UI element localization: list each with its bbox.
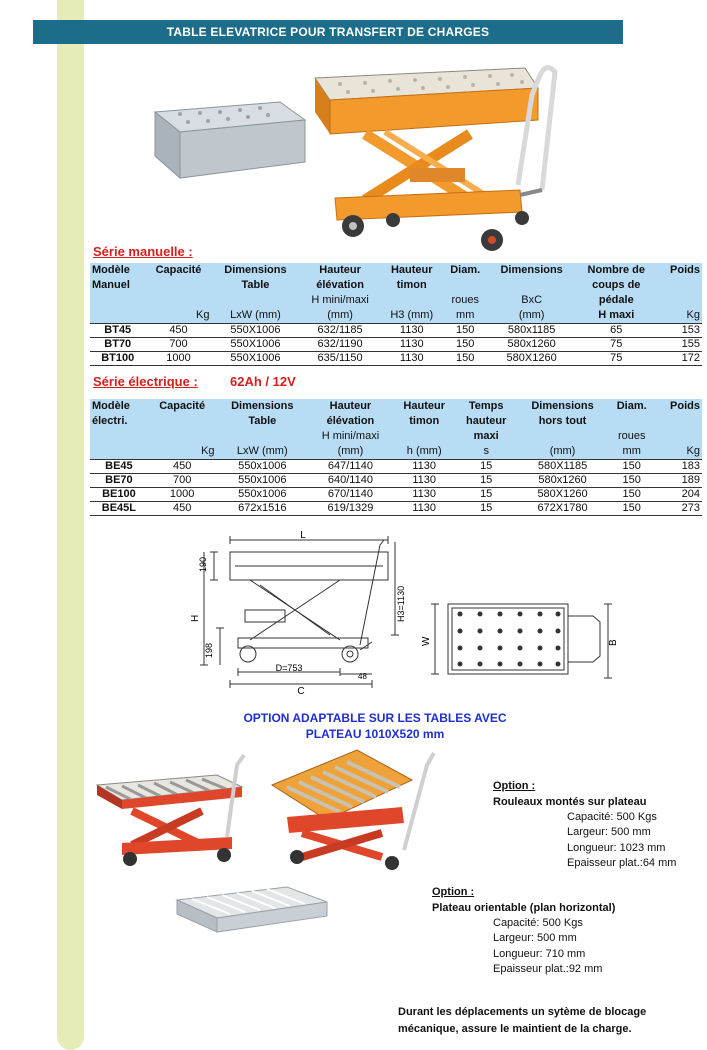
col-lift-height: Hauteur élévation H mini/maxi	[308, 399, 393, 444]
dim-label-L: L	[300, 530, 306, 541]
technical-drawing-top	[418, 598, 618, 683]
option2-title: Option :	[432, 886, 475, 898]
page-banner-title: TABLE ELEVATRICE POUR TRANSFERT DE CHARGES	[33, 20, 623, 44]
col-wheel-diameter: Diam. roues	[443, 263, 488, 308]
dim-label-190: 190	[198, 556, 208, 572]
col-model: Modèle Manuel	[90, 263, 145, 308]
table-row: BE100 1000 550x1006 670/1140 1130 15 580X1260 150 204	[90, 488, 702, 502]
option2-description: Plateau orientable (plan horizontal)	[432, 902, 616, 914]
roller-lift-photo	[92, 745, 252, 870]
col-pedal-strokes: Nombre de coups de pédale	[576, 263, 657, 308]
option2-thickness: Epaisseur plat.:92 mm	[493, 963, 603, 975]
table-row: BE45 450 550x1006 647/1140 1130 15 580X1185 150 183	[90, 460, 702, 474]
manual-spec-table	[90, 263, 702, 366]
table-row: BE45L 450 672x1516 619/1329 1130 15 672X1780 150 273	[90, 502, 702, 516]
col-capacity: Capacité	[145, 263, 211, 308]
option-header: OPTION ADAPTABLE SUR LES TABLES AVEC PLATEAU 1010X520 mm	[243, 711, 507, 741]
electric-battery-spec: 62Ah / 12V	[230, 374, 296, 389]
col-table-dimensions: Dimensions Table	[217, 399, 309, 444]
col-handle-height: Hauteur timon	[393, 399, 456, 444]
roller-plate-photo	[172, 882, 332, 937]
option1-thickness: Epaisseur plat.:64 mm	[567, 857, 677, 869]
dim-label-W: W	[421, 636, 432, 646]
table-row: BT45 450 550X1006 632/1185 1130 150 580x1185 65 153	[90, 324, 702, 338]
manual-unit-row: Kg LxW (mm) (mm) H3 (mm) mm (mm) H maxi Kg	[90, 308, 702, 324]
footer-note: Durant les déplacements un sytème de blocage mécanique, assure le maintient de la charge.	[398, 1006, 647, 1035]
option1-length: Longueur: 1023 mm	[567, 842, 666, 854]
option2-width: Largeur: 500 mm	[493, 932, 577, 944]
electric-spec-table	[90, 399, 702, 516]
table-row: BE70 700 550x1006 640/1140 1130 15 580x1260 150 189	[90, 474, 702, 488]
technical-drawing-side	[190, 530, 415, 695]
table-row: BT100 1000 550X1006 635/1150 1130 150 580X1260 75 172	[90, 352, 702, 366]
col-overall-dimensions: Dimensions hors tout	[517, 399, 609, 444]
lift-table-photo	[140, 50, 560, 250]
col-lift-time: Temps hauteur maxi	[456, 399, 517, 444]
table-row: BT70 700 550X1006 632/1190 1130 150 580x1260 75 155	[90, 338, 702, 352]
dim-label-H3: H3=1130	[396, 585, 406, 622]
col-model: Modèle électri.	[90, 399, 148, 444]
col-weight: Poids	[657, 263, 702, 308]
manual-header-row	[90, 263, 702, 308]
left-decorative-bar	[57, 0, 84, 1050]
dim-label-B: B	[608, 639, 619, 646]
option1-capacity: Capacité: 500 Kgs	[567, 811, 657, 823]
dim-label-C: C	[297, 686, 305, 697]
option1-title: Option :	[493, 780, 536, 792]
col-handle-height: Hauteur timon	[381, 263, 443, 308]
col-dimensions-bxc: Dimensions BxC	[488, 263, 576, 308]
col-table-dimensions: Dimensions Table	[212, 263, 300, 308]
dim-label-48: 48	[358, 672, 367, 681]
dim-label-H: H	[190, 614, 201, 622]
option1-width: Largeur: 500 mm	[567, 826, 651, 838]
manual-series-title: Série manuelle :	[93, 244, 193, 259]
option2-length: Longueur: 710 mm	[493, 948, 586, 960]
col-capacity: Capacité	[148, 399, 217, 444]
electric-header-row	[90, 399, 702, 444]
option2-capacity: Capacité: 500 Kgs	[493, 917, 583, 929]
dim-label-D: D=753	[275, 663, 303, 673]
col-lift-height: Hauteur élévation H mini/maxi	[299, 263, 380, 308]
col-wheel-diameter: Diam. roues	[608, 399, 655, 444]
electric-unit-row: Kg LxW (mm) (mm) h (mm) s (mm) mm Kg	[90, 444, 702, 460]
option1-description: Rouleaux montés sur plateau	[493, 796, 647, 808]
orientable-plate-lift-photo	[262, 745, 442, 875]
col-weight: Poids	[655, 399, 702, 444]
dim-label-198: 198	[204, 642, 214, 658]
electric-series-title: Série électrique :	[93, 374, 198, 389]
